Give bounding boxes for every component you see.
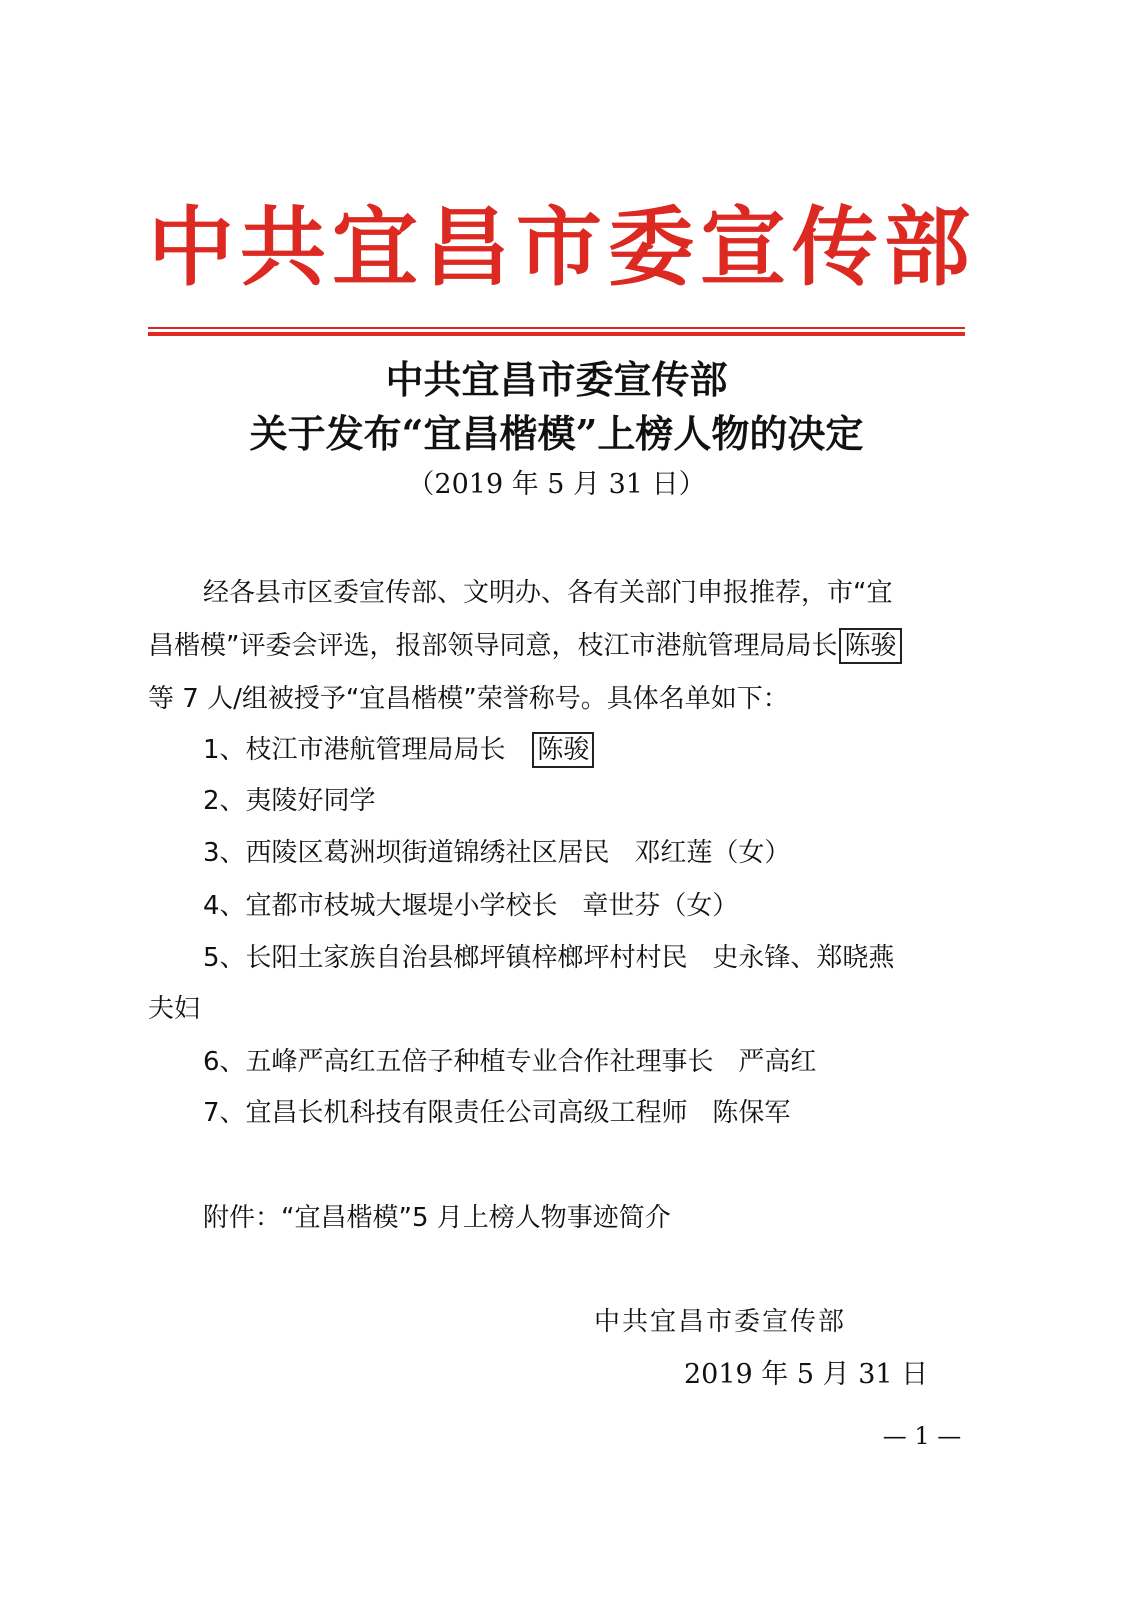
- document-title-line-1: 中共宜昌市委宣传部: [385, 357, 728, 402]
- honoree-name: 邓红莲（女）: [634, 838, 791, 868]
- honoree-number: 1、: [203, 735, 246, 765]
- honoree-item-6: [203, 1042, 1023, 1082]
- intro-line-2: [148, 626, 968, 666]
- honoree-name: 史永锋、郑晓燕: [712, 943, 895, 973]
- honoree-item-2: [203, 781, 1023, 821]
- red-divider-thin: [148, 327, 965, 329]
- signature-organization: 中共宜昌市委宣传部: [594, 1307, 847, 1337]
- honoree-item-5: [203, 938, 1023, 978]
- boxed-name-highlight: 陈骏: [839, 628, 901, 664]
- honoree-name-boxed: 陈骏: [532, 732, 594, 768]
- signature-date: 2019 年 5 月 31 日: [684, 1359, 929, 1390]
- honoree-number: 6、: [203, 1047, 246, 1077]
- honoree-number: 2、: [203, 786, 246, 816]
- honoree-number: 3、: [203, 838, 246, 868]
- intro-line-3: 等 7 人/组被授予“宜昌楷模”荣誉称号。具体名单如下：: [148, 684, 789, 714]
- honoree-item-4: [203, 886, 1023, 926]
- honoree-name: 严高红: [738, 1047, 817, 1077]
- red-masthead: 中共宜昌市委宣传部: [148, 197, 976, 298]
- document-issue-date: （2019 年 5 月 31 日）: [407, 469, 706, 500]
- honoree-name: 章世芬（女）: [582, 891, 739, 921]
- honoree-description: 宜昌长机科技有限责任公司高级工程师: [245, 1098, 688, 1128]
- honoree-description: 五峰严高红五倍子种植专业合作社理事长: [245, 1047, 714, 1077]
- intro-line-1: 经各县市区委宣传部、文明办、各有关部门申报推荐，市“宜: [203, 578, 893, 608]
- honoree-number: 7、: [203, 1098, 246, 1128]
- page-number: — 1 —: [882, 1422, 962, 1450]
- attachment-note: 附件：“宜昌楷模”5 月上榜人物事迹简介: [203, 1203, 671, 1233]
- honoree-description: 西陵区葛洲坝街道锦绣社区居民: [245, 838, 610, 868]
- honoree-description: 枝江市港航管理局局长: [245, 735, 506, 765]
- honoree-number: 5、: [203, 943, 246, 973]
- honoree-description: 长阳土家族自治县榔坪镇梓榔坪村村民: [245, 943, 688, 973]
- honoree-item-5-continuation: 夫妇: [148, 994, 201, 1024]
- document-title-line-2: 关于发布“宜昌楷模”上榜人物的决定: [249, 411, 864, 456]
- red-divider-thick: [148, 332, 965, 336]
- honoree-description: 宜都市枝城大堰堤小学校长: [245, 891, 558, 921]
- honoree-item-3: [203, 833, 1023, 873]
- honoree-name: 陈保军: [712, 1098, 791, 1128]
- honoree-item-7: [203, 1093, 1023, 1133]
- honoree-description: 夷陵好同学: [245, 786, 376, 816]
- honoree-item-1: [203, 730, 1023, 770]
- intro-line-2-text: 昌楷模”评委会评选，报部领导同意，枝江市港航管理局局长: [148, 631, 838, 661]
- honoree-number: 4、: [203, 891, 246, 921]
